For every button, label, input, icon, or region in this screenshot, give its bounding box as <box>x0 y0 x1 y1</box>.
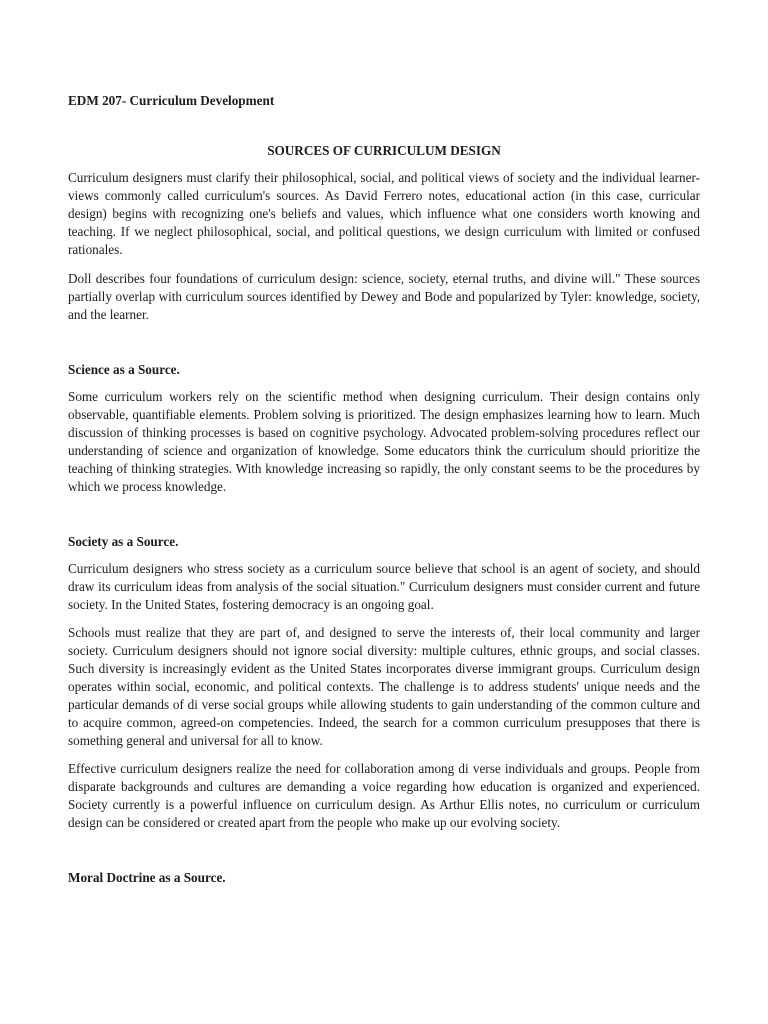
document-title: SOURCES OF CURRICULUM DESIGN <box>267 143 501 158</box>
intro-paragraph: Doll describes four foundations of curriculum design: science, society, eternal truths, and divine will." These sources partially overlap with curriculum sources identified by Dewey and Bode and popularized by Tyler: knowledge, society, and the learner. <box>68 271 700 322</box>
section-paragraph: Some curriculum workers rely on the scientific method when designing curriculum. Their design contains only observable, quantifiable elements. Problem solving is prioritized. The design emphasizes learning how to learn. Much discussion of thinking processes is based on cognitive psychology. Advocated problem-solving procedures reflect our understanding of science and organization of knowledge. Some educators think the curriculum should prioritize the teaching of thinking strategies. With knowledge increasing so rapidly, the only constant seems to be the procedures by which we process knowledge. <box>68 389 700 494</box>
section-paragraph: Schools must realize that they are part of, and designed to serve the interests of, their local community and larger society. Curriculum designers should not ignore social diversity: multiple cultures, ethnic groups, and social classes. Such diversity is increasingly evident as the United States incorporates diverse immigrant groups. Curriculum design operates within social, economic, and political contexts. The challenge is to address students' unique needs and the particular demands of di verse social groups while allowing students to gain understanding of the common culture and to acquire common, agreed-on competencies. Indeed, the search for a common curriculum presupposes that there is something general and universal for all to know. <box>68 625 700 748</box>
section-paragraph: Curriculum designers who stress society as a curriculum source believe that school is an agent of society, and should draw its curriculum ideas from analysis of the social situation." Curriculum designers must consider current and future society. In the United States, fostering democracy is an ongoing goal. <box>68 561 700 612</box>
section-heading-society: Society as a Source. <box>68 534 179 549</box>
section-heading-science: Science as a Source. <box>68 362 180 377</box>
document-page <box>68 92 700 886</box>
section-paragraph: Effective curriculum designers realize the need for collaboration among di verse individuals and groups. People from disparate backgrounds and cultures are demanding a voice regarding how education is organized and experienced. Society currently is a powerful influence on curriculum design. As Arthur Ellis notes, no curriculum or curriculum design can be considered or created apart from the people who make up our evolving society. <box>68 761 700 830</box>
course-title: EDM 207- Curriculum Development <box>68 93 275 108</box>
section-heading-moral-doctrine: Moral Doctrine as a Source. <box>68 870 226 885</box>
intro-paragraph: Curriculum designers must clarify their philosophical, social, and political views of society and the individual learner-views commonly called curriculum's sources. As David Ferrero notes, educational action (in this case, curricular design) begins with recognizing one's beliefs and values, which influence what one considers worth knowing and teaching. If we neglect philosophical, social, and political questions, we design curriculum with limited or confused rationales. <box>68 170 700 257</box>
